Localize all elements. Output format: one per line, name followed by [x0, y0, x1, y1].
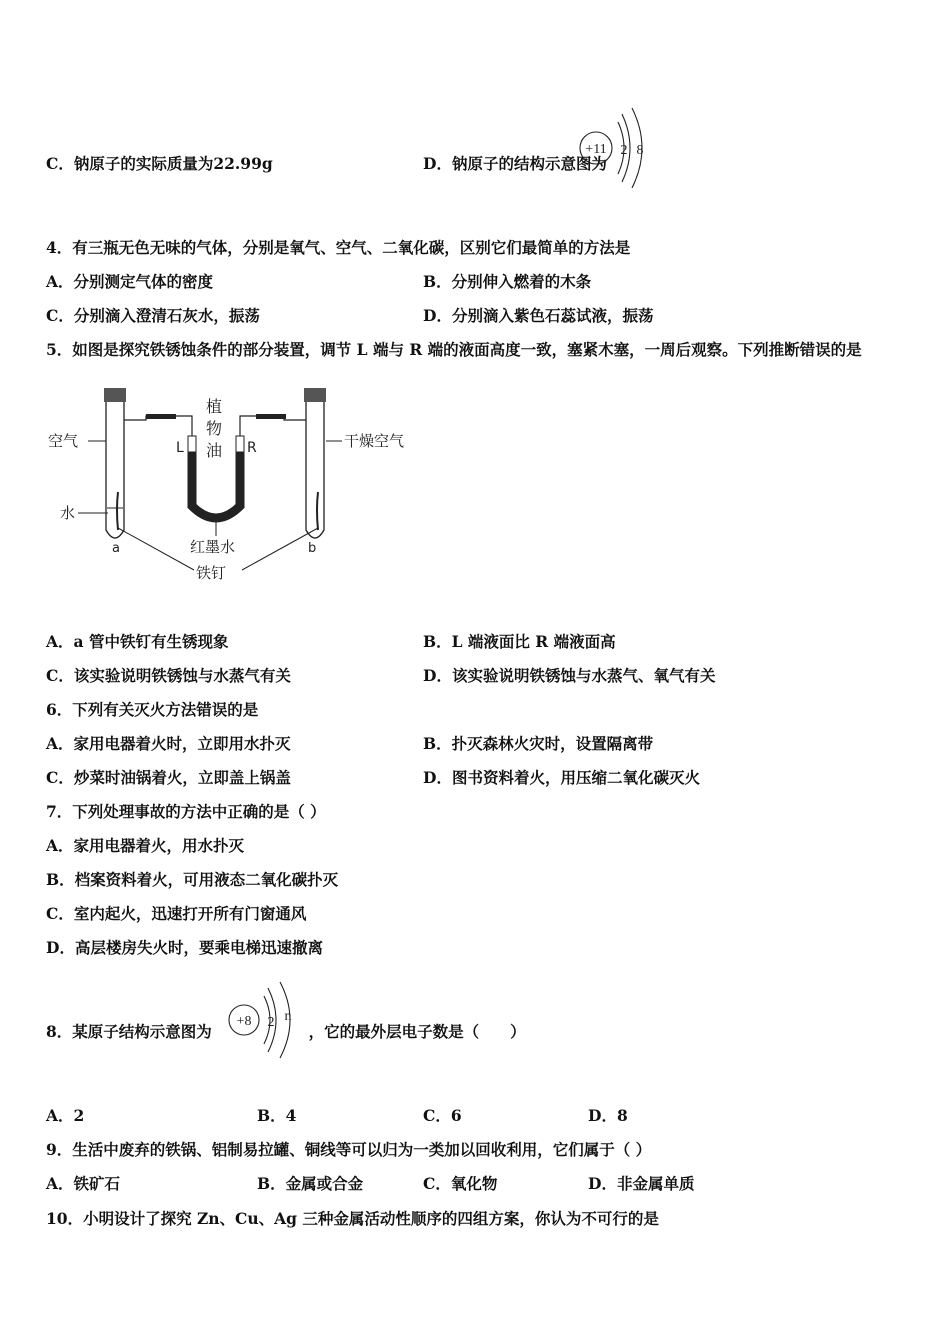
label-nail: 铁钉: [196, 564, 227, 582]
nucleus-charge: +8: [236, 1014, 252, 1029]
nail-a: [117, 492, 118, 530]
q3-option-c: C．钠原子的实际质量为22.99g: [46, 154, 273, 173]
shell-2-count: n: [284, 1009, 292, 1024]
label-dry-air: 干燥空气: [344, 432, 405, 450]
q8-stem-pre: 8．某原子结构示意图为: [46, 1022, 212, 1041]
q9-stem: 9．生活中废弃的铁锅、铝制易拉罐、铜线等可以归为一类加以回收利用，它们属于（ ）: [46, 1140, 652, 1159]
label-ink: 红墨水: [190, 538, 236, 556]
q6-stem: 6．下列有关灭火方法错误的是: [46, 700, 259, 719]
label-L: L: [176, 440, 184, 456]
q6-row-ab: [46, 732, 654, 754]
q9-option-b: B．金属或合金: [257, 1174, 364, 1193]
oil-right: [236, 436, 244, 452]
nail-b: [317, 492, 318, 530]
q4-option-d: D．分别滴入紫色石蕊试液，振荡: [423, 306, 654, 325]
q6-option-b: B．扑灭森林火灾时，设置隔离带: [423, 734, 654, 753]
q5-row-cd: [46, 664, 716, 686]
label-b: b: [308, 541, 317, 556]
label-oil-1: 植: [206, 397, 223, 416]
label-water: 水: [60, 504, 76, 522]
q6-option-a: A．家用电器着火时，立即用水扑灭: [46, 734, 291, 753]
rust-experiment-figure: [46, 380, 426, 590]
q7-option-b: B．档案资料着火，可用液态二氧化碳扑灭: [46, 870, 339, 889]
q7-option-a: A．家用电器着火，用水扑灭: [46, 836, 245, 855]
q4-option-a: A．分别测定气体的密度: [46, 272, 214, 291]
q9-option-d: D．非金属单质: [588, 1174, 695, 1193]
q5-option-a: A．a 管中铁钉有生锈现象: [46, 632, 229, 651]
nucleus-charge: +11: [585, 142, 607, 157]
q8-option-c: C．6: [423, 1106, 462, 1125]
oil-left: [188, 436, 196, 452]
q8-options-row: [46, 1104, 628, 1126]
connector-left-sleeve: [146, 414, 176, 419]
q8-stem-post: ，它的最外层电子数是（ ）: [308, 1022, 526, 1041]
label-a: a: [112, 541, 120, 556]
stopper-b: [304, 388, 326, 402]
label-oil-2: 物: [206, 419, 223, 438]
connector-right-sleeve: [256, 414, 286, 419]
stopper-a: [104, 388, 126, 402]
q6-option-c: C．炒菜时油锅着火，立即盖上锅盖: [46, 768, 291, 787]
q3-options-row: [46, 152, 607, 174]
label-oil-3: 油: [206, 441, 223, 460]
q9-options-row: [46, 1172, 695, 1194]
q8-option-b: B．4: [257, 1106, 297, 1125]
shell-1-count: 2: [267, 1015, 275, 1030]
shell-2-count: 8: [636, 143, 644, 158]
q7-option-c: C．室内起火，迅速打开所有门窗通风: [46, 904, 307, 923]
q4-row-ab: [46, 270, 592, 292]
q4-option-b: B．分别伸入燃着的木条: [423, 272, 592, 291]
q4-row-cd: [46, 304, 654, 326]
q8-option-d: D．8: [588, 1106, 628, 1125]
q9-option-a: A．铁矿石: [46, 1174, 121, 1193]
q7-option-d: D．高层楼房失火时，要乘电梯迅速撤离: [46, 938, 323, 957]
q5-option-b: B．L 端液面比 R 端液面高: [423, 632, 616, 651]
q6-row-cd: [46, 766, 700, 788]
q7-stem: 7．下列处理事故的方法中正确的是（ ）: [46, 802, 326, 821]
tube-a: [106, 402, 124, 538]
label-air: 空气: [48, 432, 79, 450]
q9-option-c: C．氧化物: [423, 1174, 498, 1193]
q10-stem: 10．小明设计了探究 Zn、Cu、Ag 三种金属活动性顺序的四组方案，你认为不可行的是: [46, 1209, 659, 1228]
oxygen-atom-diagram: [224, 980, 304, 1060]
q4-option-c: C．分别滴入澄清石灰水，振荡: [46, 306, 260, 325]
q5-option-d: D．该实验说明铁锈蚀与水蒸气、氧气有关: [423, 666, 716, 685]
q5-row-ab: [46, 630, 616, 652]
q3-option-d: D．钠原子的结构示意图为: [423, 154, 607, 173]
sodium-atom-diagram: [574, 104, 654, 188]
shell-1-count: 2: [620, 143, 628, 158]
q5-stem: 5．如图是探究铁锈蚀条件的部分装置，调节 L 端与 R 端的液面高度一致，塞紧木塞，一周后观察。下列推断错误的是: [46, 340, 862, 359]
tube-b: [306, 402, 324, 538]
q8-option-a: A．2: [46, 1106, 85, 1125]
q4-stem: 4．有三瓶无色无味的气体，分别是氧气、空气、二氧化碳，区别它们最简单的方法是: [46, 238, 631, 257]
label-R: R: [247, 440, 257, 456]
q6-option-d: D．图书资料着火，用压缩二氧化碳灭火: [423, 768, 700, 787]
q5-option-c: C．该实验说明铁锈蚀与水蒸气有关: [46, 666, 291, 685]
